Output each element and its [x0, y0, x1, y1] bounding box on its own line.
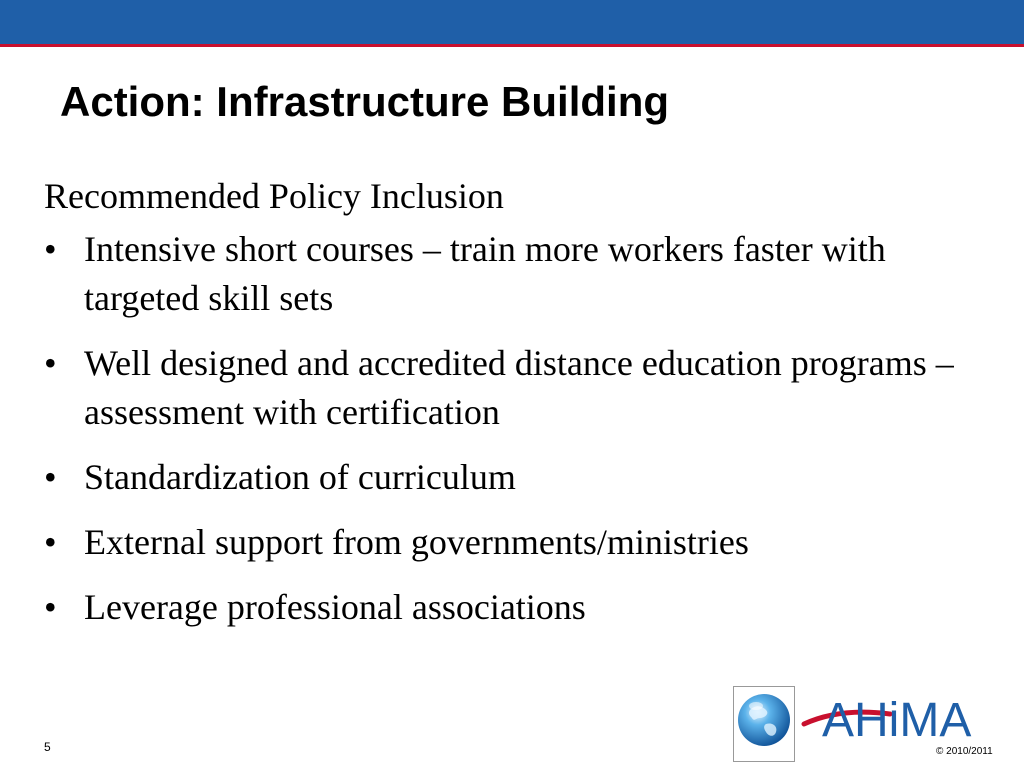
bullet-icon: • — [44, 457, 57, 497]
bullet-item — [44, 453, 994, 502]
bullet-text: Leverage professional associations — [84, 587, 586, 627]
bullet-item — [44, 518, 994, 567]
bullet-text: Intensive short courses – train more workers faster with targeted skill sets — [84, 229, 886, 318]
bullet-icon: • — [44, 229, 57, 269]
slide-title: Action: Infrastructure Building — [60, 78, 669, 125]
globe-icon — [736, 688, 792, 758]
header-rule — [0, 44, 1024, 47]
bullet-item — [44, 339, 994, 437]
bullet-icon: • — [44, 522, 57, 562]
bullet-icon: • — [44, 587, 57, 627]
page-number: 5 — [44, 740, 51, 754]
header-bar — [0, 0, 1024, 44]
copyright-text: © 2010/2011 — [936, 746, 993, 757]
intro-text: Recommended Policy Inclusion — [44, 176, 504, 216]
bullet-text: Well designed and accredited distance education programs – assessment with certification — [84, 343, 954, 432]
slide-body — [44, 172, 994, 648]
bullet-text: External support from governments/ministries — [84, 522, 749, 562]
ahima-logo — [800, 690, 1000, 742]
logo-text: AHiMA — [822, 694, 972, 742]
bullet-item — [44, 583, 994, 632]
bullet-text: Standardization of curriculum — [84, 457, 516, 497]
bullet-item — [44, 225, 994, 323]
bullet-list — [44, 225, 994, 632]
bullet-icon: • — [44, 343, 57, 383]
